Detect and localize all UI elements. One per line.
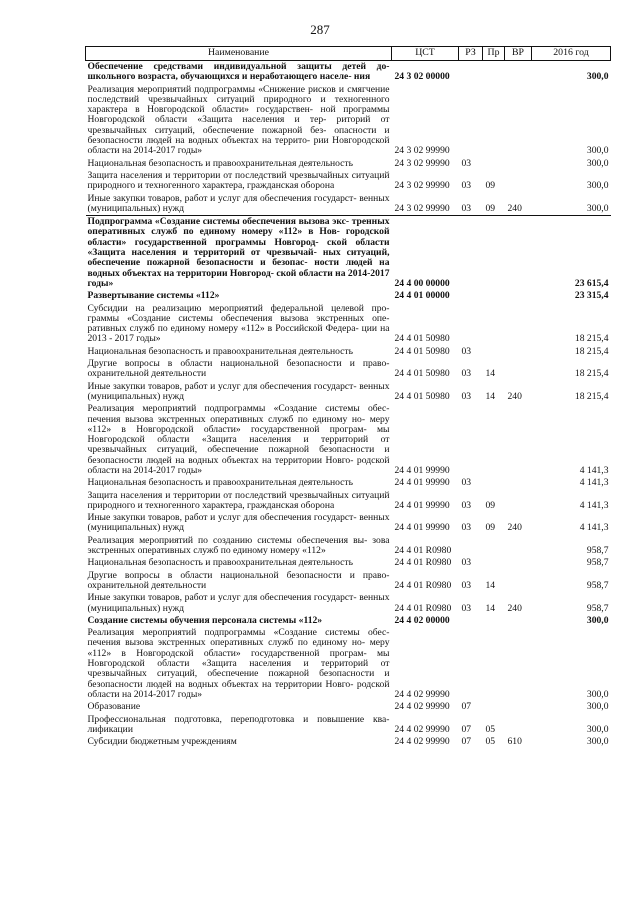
cell-rz: 03: [461, 477, 472, 489]
cell-name: Подпрограмма «Создание системы обеспечения вызова экс- тренных оперативных служб по единому номеру «112» в Нов- городской области» государственной программы Новгород- ской области «Защита населения и территорий от чрезвычай- ных ситуаций, обеспечение пожарной безопасности и безопас- ности людей на водных объектах на территории Новгород- ской области на 2014-2017 годы»: [87, 216, 390, 289]
table-row: [86, 381, 611, 404]
cell-rz: 03: [461, 345, 472, 357]
cell-vr: [505, 615, 532, 627]
cell-name: Профессиональная подготовка, переподготовка и повышение ква- лификации: [87, 713, 390, 735]
cell-vr: [505, 346, 532, 358]
header-cst: ЦСТ: [392, 47, 459, 61]
cell-cst: 24 4 01 99990: [394, 477, 450, 489]
cell-cst: 24 4 01 50980: [394, 390, 450, 402]
cell-pr: [483, 61, 505, 84]
cell-name: Субсидии на реализацию мероприятий федеральной целевой про- граммы «Создание системы обеспечения вызова экстренных опе- ративных служб по единому номеру «112» в Российской Федера- ции на 2013 - 2017 годы»: [87, 302, 390, 345]
cell-pr: 14: [485, 368, 496, 380]
cell-rz: 07: [461, 701, 472, 713]
table-row: [86, 477, 611, 489]
header-name: Наименование: [86, 47, 392, 61]
cell-rz: 03: [461, 202, 472, 214]
table-row: [86, 61, 611, 84]
cell-pr: [483, 216, 505, 291]
cell-pr: 14: [485, 602, 496, 614]
cell-vr: [505, 535, 532, 558]
table-row: [86, 346, 611, 358]
cell-vr: 240: [507, 522, 522, 534]
table-row: [86, 615, 611, 627]
cell-pr: 14: [485, 390, 496, 402]
cell-vr: [505, 570, 532, 593]
cell-vr: [505, 290, 532, 302]
cell-rz: [459, 61, 483, 84]
cell-name: Иные закупки товаров, работ и услуг для обеспечения государст- венных (муниципальных) нужд: [87, 192, 390, 214]
cell-vr: [505, 170, 532, 193]
cell-vr: [505, 477, 532, 489]
cell-sum: 300,0: [586, 723, 609, 735]
table-row: [86, 403, 611, 477]
cell-vr: [505, 403, 532, 477]
cell-rz: 03: [461, 157, 472, 169]
cell-rz: [459, 84, 483, 158]
cell-sum: 300,0: [586, 688, 609, 700]
cell-cst: 24 4 00 00000: [392, 216, 459, 291]
cell-sum: 300,0: [586, 701, 609, 713]
cell-rz: [459, 403, 483, 477]
table-row: [86, 84, 611, 158]
cell-name: Национальная безопасность и правоохранительная деятельность: [87, 477, 353, 489]
cell-sum: 23 315,4: [574, 290, 609, 302]
cell-pr: [483, 346, 505, 358]
cell-vr: [505, 61, 532, 84]
cell-rz: [459, 615, 483, 627]
cell-pr: [483, 290, 505, 302]
budget-table: [85, 46, 611, 748]
cell-vr: [505, 701, 532, 713]
cell-vr: [505, 490, 532, 513]
cell-name: Защита населения и территории от последствий чрезвычайных ситуаций природного и техногенного характера, гражданская оборона: [87, 169, 390, 192]
cell-name: Национальная безопасность и правоохранительная деятельность: [87, 157, 353, 169]
cell-name: Иные закупки товаров, работ и услуг для обеспечения государст- венных (муниципальных) нужд: [87, 512, 390, 534]
table-row: [86, 736, 611, 748]
cell-vr: 240: [507, 390, 522, 402]
cell-pr: [483, 615, 505, 627]
header-vr: ВР: [505, 47, 532, 61]
cell-pr: [483, 303, 505, 346]
cell-cst: 24 4 01 00000: [394, 290, 450, 302]
cell-cst: 24 4 01 99990: [394, 499, 450, 511]
cell-name: Субсидии бюджетным учреждениям: [87, 736, 237, 748]
table-row: [86, 303, 611, 346]
cell-name: Создание системы обучения персонала системы «112»: [87, 614, 323, 626]
cell-name: Реализация мероприятий по созданию системы обеспечения вы- зова экстренных оперативных служб по единому номеру «112»: [87, 534, 390, 557]
cell-rz: 07: [461, 723, 472, 735]
cell-name: Реализация мероприятий подпрограммы «Создание системы обес- печения вызова экстренных оперативных служб по единому но- меру «112» в Новгородской области» государственной програм- мы Новгородской области «Защита населения и территорий от чрезвычайных ситуаций, обеспечение пожарной безопасности и безопасности людей на водных объектах на территории Новго- родской области на 2014-2017 годы»: [87, 627, 390, 700]
cell-cst: 24 3 02 00000: [392, 61, 459, 84]
cell-cst: 24 4 01 R0980: [394, 545, 452, 557]
cell-sum: 300,0: [586, 736, 609, 748]
cell-vr: [505, 358, 532, 381]
cell-rz: [459, 290, 483, 302]
cell-vr: [505, 216, 532, 291]
cell-sum: 18 215,4: [574, 333, 609, 345]
cell-sum: 4 141,3: [579, 477, 609, 489]
cell-pr: [483, 477, 505, 489]
table-row: [86, 557, 611, 569]
cell-sum: 18 215,4: [574, 345, 609, 357]
cell-cst: 24 3 02 99990: [394, 180, 450, 192]
cell-rz: 03: [461, 499, 472, 511]
cell-rz: 03: [461, 390, 472, 402]
cell-rz: 03: [461, 602, 472, 614]
cell-cst: 24 4 01 50980: [394, 345, 450, 357]
cell-vr: 610: [507, 736, 522, 748]
page-number: 287: [310, 22, 330, 37]
header-rz: РЗ: [459, 47, 483, 61]
cell-cst: 24 4 02 00000: [394, 614, 450, 626]
cell-rz: [459, 627, 483, 701]
cell-cst: 24 4 01 99990: [394, 464, 450, 476]
table-row: [86, 570, 611, 593]
cell-sum: 300,0: [586, 145, 609, 157]
table-row: [86, 512, 611, 535]
cell-sum: 300,0: [532, 61, 611, 84]
cell-vr: [505, 84, 532, 158]
cell-name: Иные закупки товаров, работ и услуг для обеспечения государст- венных (муниципальных) нужд: [87, 592, 390, 614]
cell-vr: [505, 627, 532, 701]
cell-cst: 24 4 01 R0980: [394, 579, 452, 591]
cell-sum: 958,7: [586, 602, 609, 614]
cell-name: Образование: [87, 701, 141, 713]
cell-cst: 24 4 01 99990: [394, 522, 450, 534]
table-row: [86, 535, 611, 558]
table-row: [86, 490, 611, 513]
cell-rz: 03: [461, 180, 472, 192]
cell-cst: 24 3 02 99990: [394, 145, 450, 157]
cell-pr: 09: [485, 522, 496, 534]
table-row: [86, 216, 611, 291]
cell-pr: [483, 627, 505, 701]
table-row: [86, 592, 611, 615]
cell-cst: 24 4 02 99990: [394, 723, 450, 735]
cell-rz: 07: [461, 736, 472, 748]
cell-pr: [483, 701, 505, 713]
cell-sum: 300,0: [586, 202, 609, 214]
cell-sum: 4 141,3: [579, 499, 609, 511]
cell-pr: 05: [485, 723, 496, 735]
cell-pr: [483, 84, 505, 158]
cell-vr: [505, 557, 532, 569]
cell-cst: 24 4 02 99990: [394, 688, 450, 700]
cell-vr: 240: [507, 202, 522, 214]
cell-pr: 05: [485, 736, 496, 748]
cell-pr: [483, 535, 505, 558]
cell-cst: 24 4 02 99990: [394, 736, 450, 748]
cell-rz: 03: [461, 368, 472, 380]
cell-pr: 14: [485, 579, 496, 591]
table-row: [86, 701, 611, 713]
cell-vr: 240: [507, 602, 522, 614]
cell-name: Иные закупки товаров, работ и услуг для обеспечения государст- венных (муниципальных) нужд: [87, 380, 390, 402]
cell-rz: [459, 303, 483, 346]
cell-sum: 23 615,4: [532, 216, 611, 291]
cell-name: Другие вопросы в области национальной безопасности и право- охранительной деятельности: [87, 358, 390, 380]
cell-pr: 09: [485, 202, 496, 214]
cell-sum: 4 141,3: [579, 522, 609, 534]
table-row: [86, 193, 611, 216]
cell-name: Обеспечение средствами индивидуальной защиты детей до- школьного возраста, обучающихся и неработающего населе- ния: [87, 61, 390, 83]
header-pr: Пр: [483, 47, 505, 61]
table-row: [86, 158, 611, 170]
cell-name: Реализация мероприятий подпрограммы «Создание системы обес- печения вызова экстренных оперативных служб по единому но- меру «112» в Новгородской области» государственной програм- мы Новгородской области «Защита населения и территорий от чрезвычайных ситуаций, обеспечение пожарной безопасности и безопасности людей на водных объектах на территории Новго- родской области на 2014-2017 годы»: [87, 403, 390, 476]
cell-name: Развертывание системы «112»: [87, 290, 220, 302]
cell-pr: [483, 557, 505, 569]
cell-sum: 300,0: [586, 614, 609, 626]
cell-sum: 18 215,4: [574, 368, 609, 380]
table-row: [86, 290, 611, 302]
cell-cst: 24 3 02 99990: [394, 157, 450, 169]
cell-sum: 300,0: [586, 157, 609, 169]
table-body: [86, 61, 611, 749]
cell-name: Национальная безопасность и правоохранительная деятельность: [87, 345, 353, 357]
cell-sum: 958,7: [586, 557, 609, 569]
cell-rz: [459, 535, 483, 558]
table-row: [86, 627, 611, 701]
cell-cst: 24 4 01 R0980: [394, 602, 452, 614]
cell-name: Защита населения и территории от последствий чрезвычайных ситуаций природного и техногенного характера, гражданская оборона: [87, 489, 390, 511]
cell-sum: 300,0: [586, 180, 609, 192]
cell-pr: 09: [485, 180, 496, 192]
cell-rz: 03: [461, 579, 472, 591]
header-sum: 2016 год: [532, 47, 611, 61]
cell-cst: 24 4 01 50980: [394, 368, 450, 380]
cell-pr: [483, 403, 505, 477]
cell-cst: 24 3 02 99990: [394, 202, 450, 214]
cell-vr: [505, 714, 532, 737]
cell-sum: 958,7: [586, 545, 609, 557]
cell-vr: [505, 303, 532, 346]
table-header: [86, 47, 611, 61]
cell-sum: 958,7: [586, 579, 609, 591]
cell-vr: [505, 158, 532, 170]
cell-rz: 03: [461, 557, 472, 569]
table-row: [86, 170, 611, 193]
cell-rz: 03: [461, 522, 472, 534]
cell-cst: 24 4 01 R0980: [394, 557, 452, 569]
cell-cst: 24 4 01 50980: [394, 333, 450, 345]
cell-pr: 09: [485, 499, 496, 511]
cell-name: Другие вопросы в области национальной безопасности и право- охранительной деятельности: [87, 569, 390, 591]
cell-sum: 4 141,3: [579, 464, 609, 476]
cell-name: Национальная безопасность и правоохранительная деятельность: [87, 557, 353, 569]
cell-rz: [459, 216, 483, 291]
table-row: [86, 358, 611, 381]
cell-pr: [483, 158, 505, 170]
cell-sum: 18 215,4: [574, 390, 609, 402]
cell-name: Реализация мероприятий подпрограммы «Снижение рисков и смягчение последствий чрезвычайных ситуаций природного и техногенного характера в Новгородской области» государствен- ной программы Новгородской области «Защита населения и тер- риторий от чрезвычайных ситуаций, обеспечение пожарной без- опасности и безопасности людей на водных объектах на террито- рии Новгородской области на 2014-2017 годы»: [87, 83, 390, 157]
table-row: [86, 714, 611, 737]
cell-cst: 24 4 02 99990: [394, 701, 450, 713]
